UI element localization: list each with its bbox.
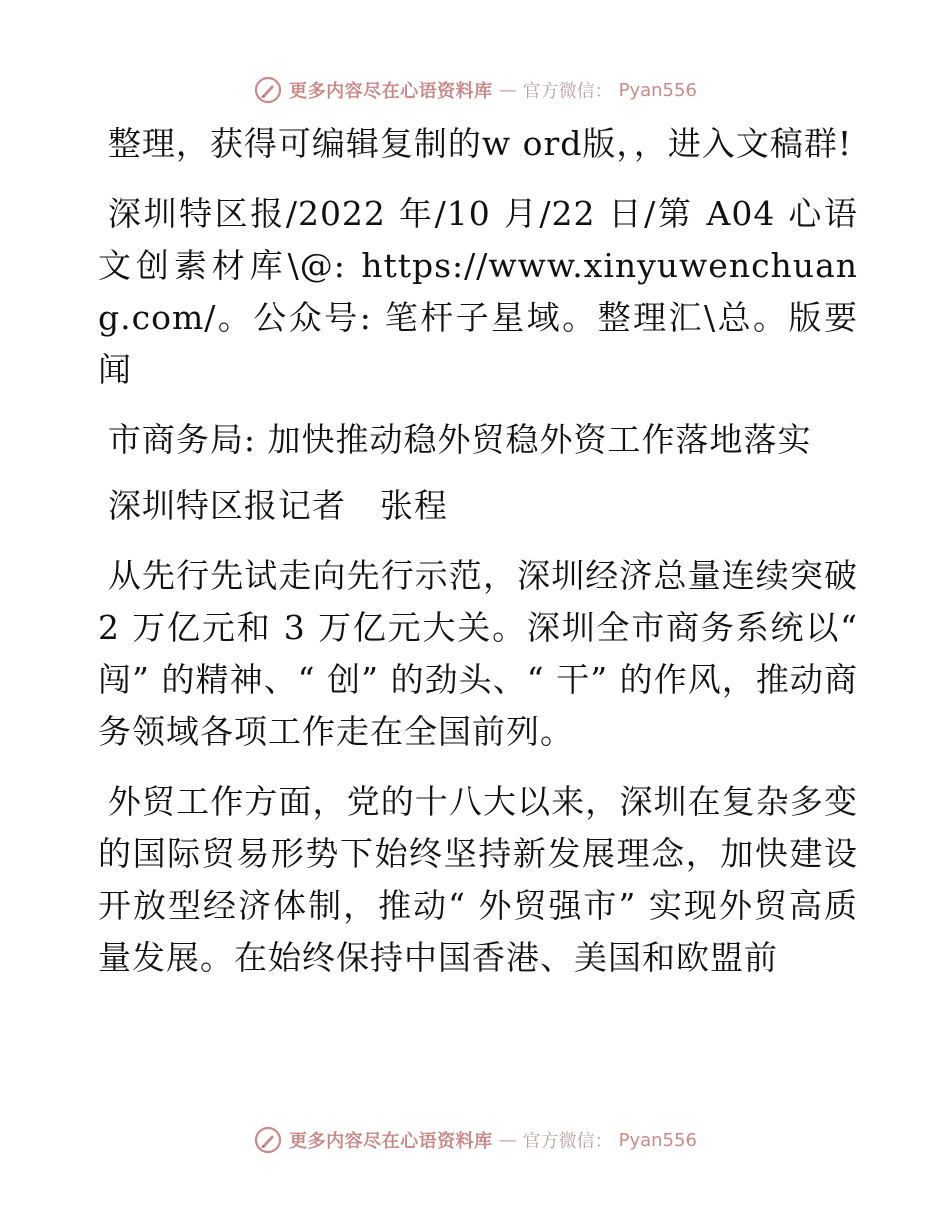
article-byline: 深圳特区报记者 张程: [107, 486, 448, 525]
header-watermark: [0, 70, 950, 110]
watermark-wechat-id: Pyan556: [618, 1129, 697, 1151]
watermark-wechat-id: Pyan556: [618, 79, 697, 101]
watermark-separator: —: [498, 79, 517, 101]
footer-watermark: [0, 1120, 950, 1160]
intro-paragraph: 整理，获得可编辑复制的w ord版，，进入文稿群!: [107, 124, 853, 163]
body-paragraph-1: 从先行先试走向先行示范，深圳经济总量连续突破 2 万亿元和 3 万亿元大关。深圳全市商务系统以“ 闯” 的精神、“ 创” 的劲头、“ 干” 的作风，推动商务领域各项工作走在全国前列。: [98, 556, 858, 751]
source-paragraph: 深圳特区报/2022 年/10 月/22 日/第 A04 心语文创素材库\@: https://www.xinyuwenchuang.com/。公众号: 笔杆子星域。整理汇\总。版要闻: [98, 194, 858, 389]
watermark-wechat-label: 官方微信：: [522, 1131, 613, 1152]
document-body: [98, 118, 858, 984]
quill-pen-icon: [253, 1125, 283, 1155]
quill-pen-icon: [253, 75, 283, 105]
body-paragraph-2: 外贸工作方面，党的十八大以来，深圳在复杂多变的国际贸易形势下始终坚持新发展理念，加快建设开放型经济体制，推动“ 外贸强市” 实现外贸高质量发展。在始终保持中国香港、美国和欧盟前: [98, 782, 858, 977]
watermark-text: 更多内容尽在心语资料库: [289, 81, 493, 102]
watermark-text: 更多内容尽在心语资料库: [289, 1131, 493, 1152]
watermark-separator: —: [498, 1129, 517, 1151]
watermark-wechat-label: 官方微信：: [522, 81, 613, 102]
article-title: 市商务局: 加快推动稳外贸稳外资工作落地落实: [107, 420, 812, 459]
